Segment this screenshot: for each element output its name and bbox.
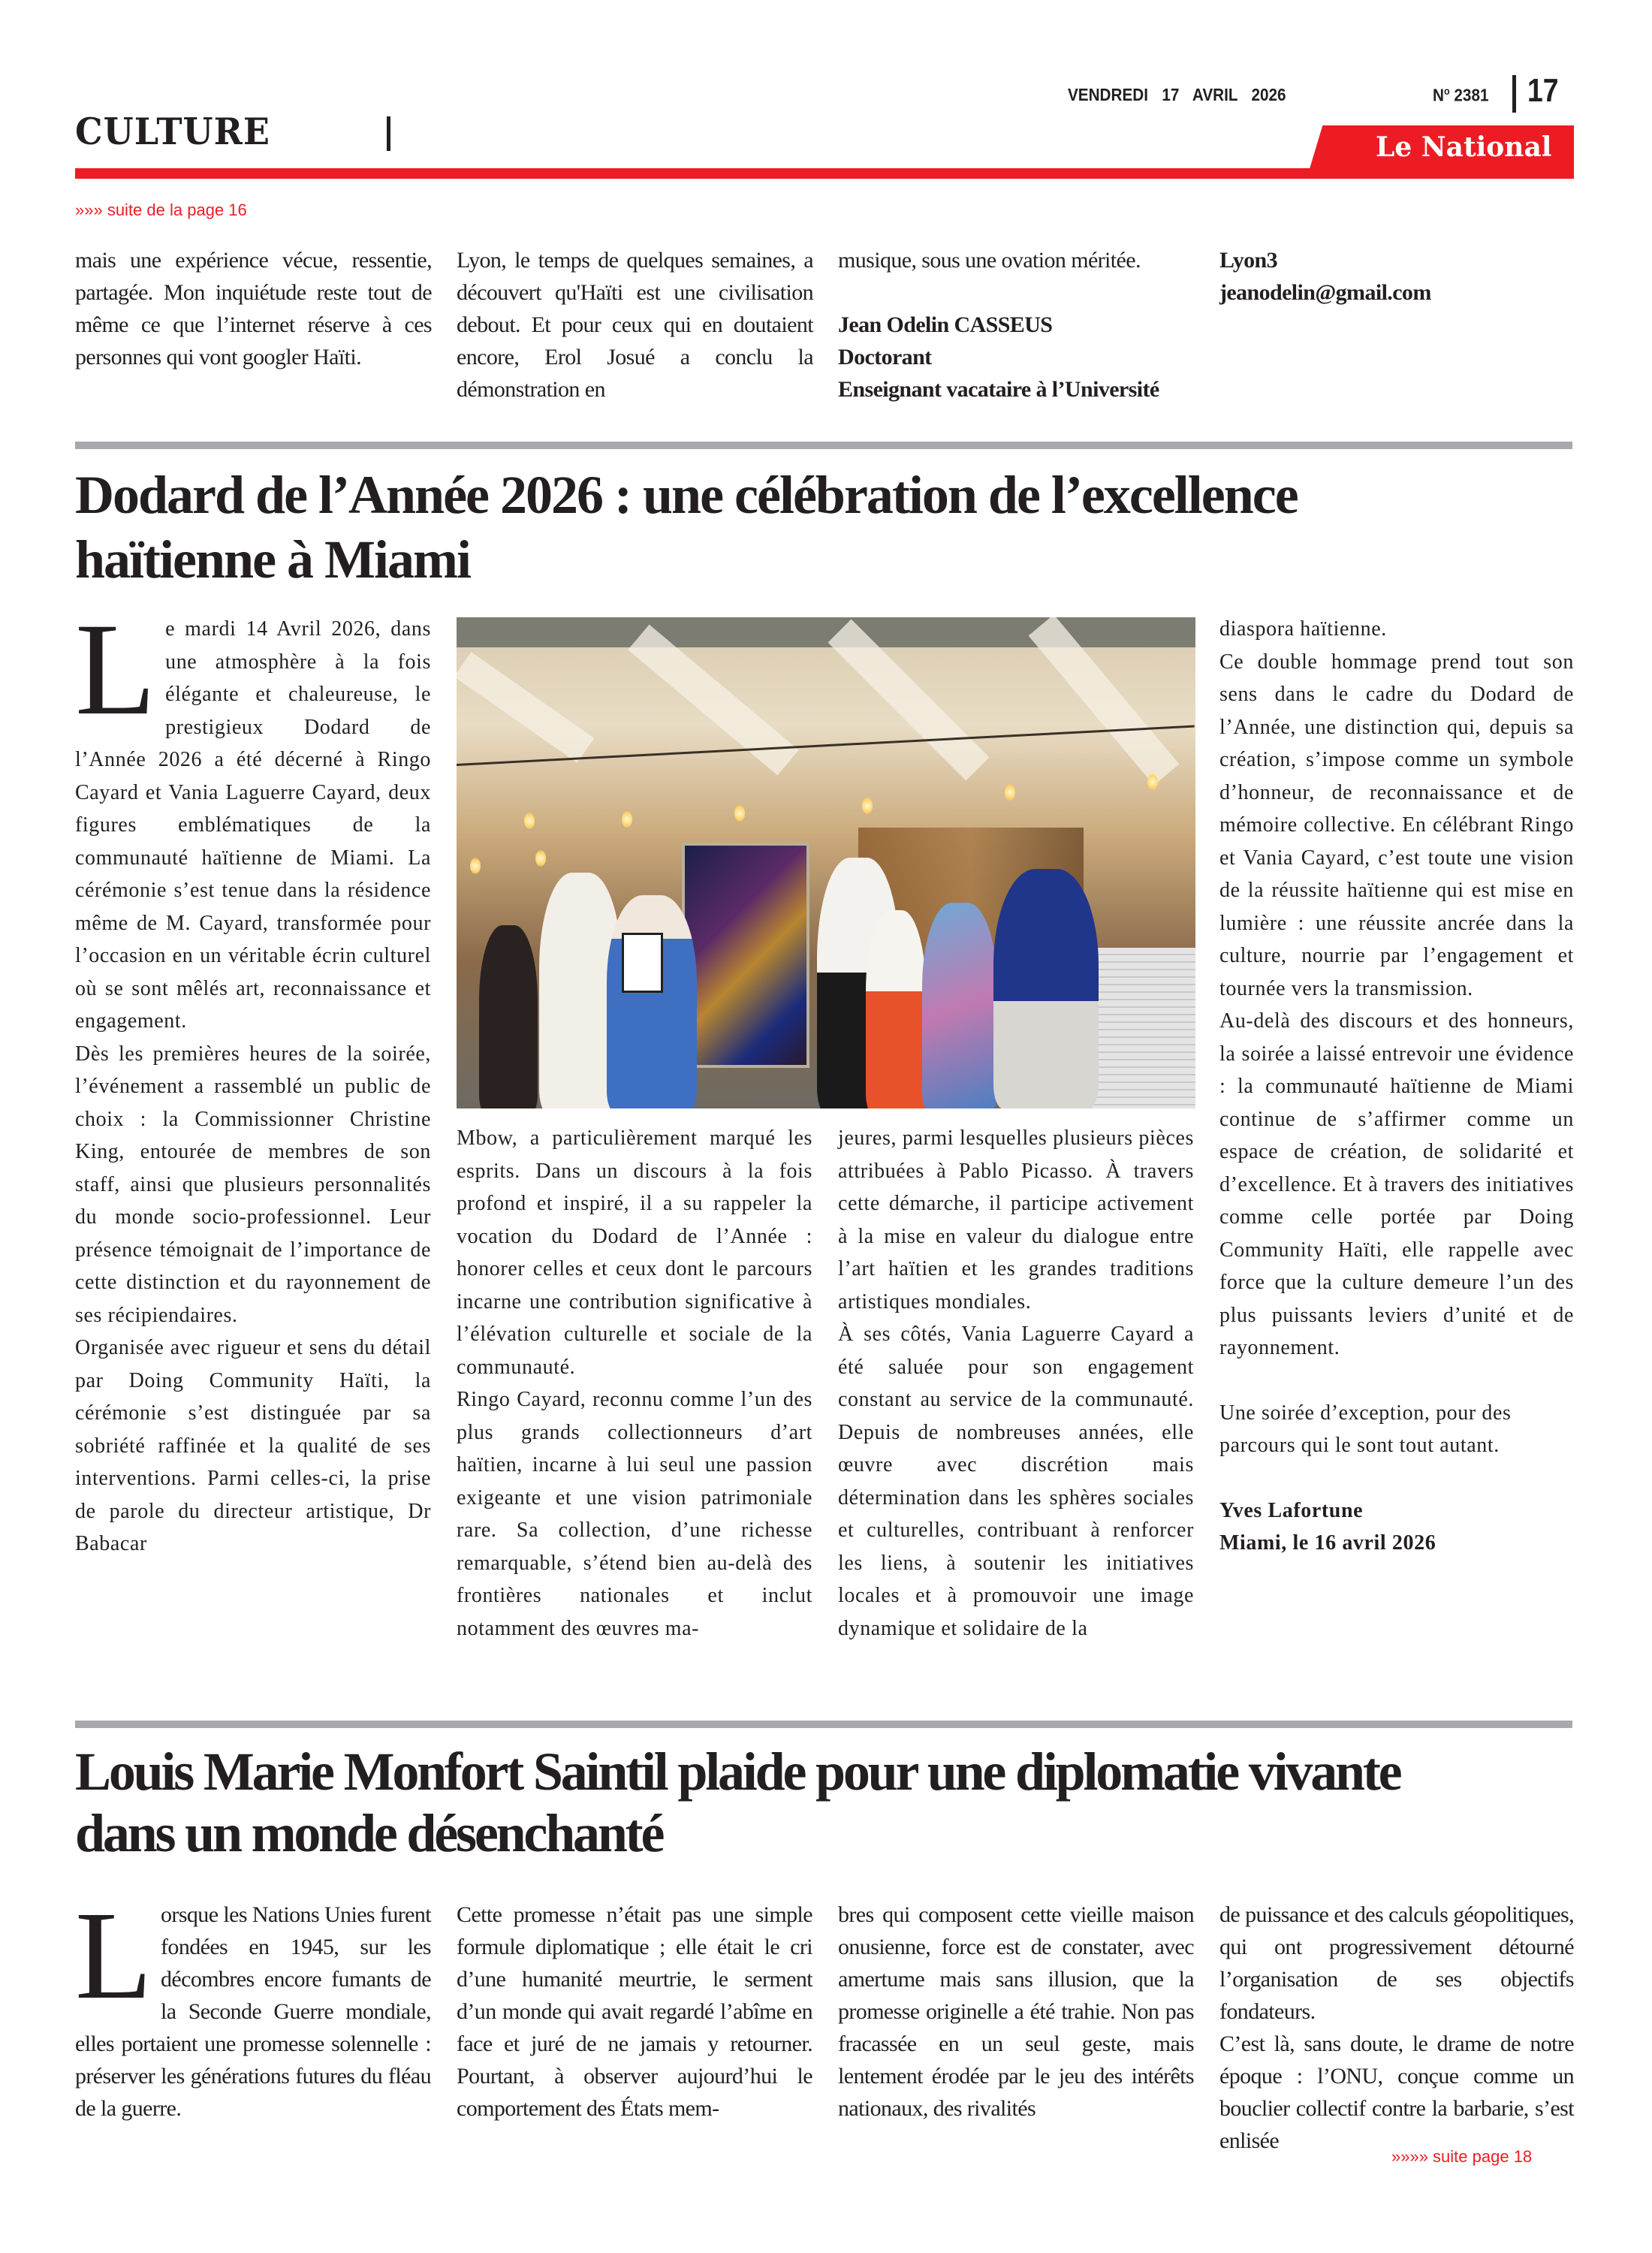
person [866, 910, 926, 1108]
article1-byline-name: Yves Lafortune [1219, 1498, 1364, 1522]
article1-col4 [1219, 613, 1574, 1560]
article1-intro: e mardi 14 Avril 2026, dans une atmosphère à la fois élégante et chaleureuse, le prestigieux Dodard de l’Année 2026 a été décerné à Ringo Cayard et Vania Laguerre Cayard, deux figures emblématiques de la communauté haïtienne de Miami. La cérémonie s’est tenue dans la résidence même de M. Cayard, transformée pour l’occasion en un véritable écrin culturel où se sont mêlés art, reconnaissance et engagement. [75, 617, 431, 1033]
article-divider-1 [75, 442, 1572, 449]
article1-photo [457, 617, 1195, 1108]
article1-paragraph: À ses côtés, Vania Laguerre Cayard a été saluée pour son engagement constant au service de la communauté. Depuis de nombreuses années, elle œuvre avec discrétion mais détermination dans les sphères sociales et culturelles, contribuant à renforcer les liens, à soutenir les initiatives locales et à promouvoir une image dynamique et solidaire de la [838, 1323, 1194, 1640]
article2-headline-line1: Louis Marie Monfort Saintil plaide pour une diplomatie vivante [75, 1742, 1400, 1802]
author-role: Enseignant vacataire à l’Université [838, 377, 1159, 402]
section-title: CULTURE [75, 110, 270, 153]
person [922, 903, 997, 1108]
issue-sup: o [1443, 85, 1450, 97]
article1-paragraph: Ce double hommage prend tout son sens dans le cadre du Dodard de l’Année, une distinction qui, depuis sa création, s’impose comme un symbole d’honneur, de reconnaissance et de mémoire collective. En célébrant Ringo et Vania Cayard, c’est toute une vision de la réussite haïtienne qui est mise en lumière : une réussite ancrée dans la culture, nourrie par l’engagement et tournée vers la transmission. [1219, 650, 1574, 1000]
continuation-to-link[interactable]: »»»» suite page 18 [1391, 2147, 1533, 2166]
prev-article-col4 [1219, 244, 1572, 309]
continuation-from-link[interactable]: »»» suite de la page 16 [75, 201, 247, 219]
article1-paragraph: Organisée avec rigueur et sens du détail par Doing Community Haïti, la cérémonie s’est distinguée par sa sobriété raffinée et la qualité de ses interventions. Parmi celles-ci, la prise de parole du directeur artistique, Dr Babacar [75, 1336, 431, 1555]
article1-paragraph: Dès les premières heures de la soirée, l’événement a rassemblé un public de choix : la Commissionner Christine King, entourée de membres de son staff, ainsi que plusieurs personnalités du monde socio-professionnel. Leur présence témoignait de l’importance de cette distinction et du rayonnement de ses récipiendaires. [75, 1042, 431, 1327]
article2-col1 [75, 1886, 431, 2125]
article2-intro: orsque les Nations Unies furent fondées en 1945, sur les décombres encore fumants de la Seconde Guerre mondiale, elles portaient une promesse solennelle : préserver les générations futures du fléau de la guerre. [75, 1902, 431, 2121]
page-number-divider [1512, 75, 1516, 113]
article1-col2 [457, 1122, 812, 1645]
article1-closing: Une soirée d’exception, pour des parcours qui le sont tout autant. [1219, 1401, 1512, 1457]
header-divider [387, 116, 390, 151]
article1-headline [75, 463, 1298, 592]
article1-dropcap: L [75, 596, 157, 743]
person [607, 895, 697, 1108]
issue-date: VENDREDI 17 AVRIL 2026 [1068, 85, 1286, 104]
article2-col3: bres qui composent cette vieille maison onusienne, force est de constater, avec amertume mais sans illusion, que la promesse originelle a été trahie. Non pas fracassée en un seul geste, mais lentement érodée par le jeu des intérêts nationaux, des rivalités [838, 1902, 1194, 2121]
issue-number-value: 2381 [1454, 85, 1489, 105]
issue-prefix: N [1433, 85, 1444, 105]
article2-paragraph: C’est là, sans doute, le drame de notre époque : l’ONU, conçue comme un bouclier collectif contre la barbarie, s’est enlisée [1219, 2031, 1574, 2153]
article1-col1 [75, 596, 431, 1561]
article1-paragraph: Au-delà des discours et des honneurs, la soirée a laissé entrevoir une évidence : la communauté haïtienne de Miami continue de s’affirmer comme un espace de création, de solidarité et d’excellence. Et à travers des initiatives comme celle portée par Doing Community Haïti, elle rappelle avec force que la culture demeure l’un des plus puissants leviers d’unité et de rayonnement. [1219, 1009, 1574, 1359]
prev-article-col3 [838, 244, 1198, 406]
author-title: Doctorant [838, 345, 932, 369]
author-name: Jean Odelin CASSEUS [838, 312, 1053, 337]
article2-col2: Cette promesse n’était pas une simple formule diplomatique ; elle était le cri d’une humanité meurtrie, le serment d’un monde qui avait regardé l’abîme en face et juré de ne jamais y retourner. Pourtant, à observer aujourd’hui le comportement des États mem- [457, 1902, 812, 2121]
page-number: 17 [1527, 72, 1559, 109]
article1-headline-line2: haïtienne à Miami [75, 529, 470, 590]
article2-headline-line2: dans un monde désenchanté [75, 1803, 663, 1863]
article2-paragraph: de puissance et des calculs géopolitiques, qui ont progressivement détourné l’organisation de ses objectifs fondateurs. [1219, 1902, 1574, 2024]
article1-paragraph: Ringo Cayard, reconnu comme l’un des plus grands collectionneurs d’art haïtien, incarne à lui seul une passion exigeante et une vision patrimoniale rare. Sa collection, d’une richesse remarquable, s’étend bien au-delà des frontières nationales et inclut notamment des œuvres ma- [457, 1388, 812, 1640]
author-institution: Lyon3 [1219, 248, 1278, 273]
louvered-door [1090, 948, 1195, 1108]
brand-name: Le National [1376, 131, 1552, 163]
prev-article-col2: Lyon, le temps de quelques semaines, a découvert qu'Haïti est une civilisation debout. Et pour ceux qui en doutaient encore, Erol Josué a conclu la démonstration en [457, 248, 813, 402]
article1-headline-line1: Dodard de l’Année 2026 : une célébration de l’excellence [75, 465, 1298, 525]
article1-paragraph: Mbow, a particulièrement marqué les esprits. Dans un discours à la fois profond et inspiré, il a su rappeler la vocation du Dodard de l’Année : honorer celles et ceux dont le parcours incarne une contribution significative à l’élévation culturelle et sociale de la communauté. [457, 1126, 812, 1379]
person [993, 869, 1099, 1108]
author-email[interactable]: jeanodelin@gmail.com [1219, 280, 1431, 305]
article2-dropcap: L [75, 1886, 152, 2025]
painting-on-easel [682, 843, 809, 1068]
article1-paragraph: diaspora haïtienne. [1219, 617, 1387, 641]
article2-col4 [1219, 1899, 1574, 2157]
article-divider-2 [75, 1721, 1572, 1728]
person [479, 925, 538, 1108]
certificate-frame [622, 933, 663, 993]
article1-paragraph: jeures, parmi lesquelles plusieurs pièces attribuées à Pablo Picasso. À travers cette démarche, il participe activement à la mise en valeur du dialogue entre l’art haïtien et les grandes traditions artistiques mondiales. [838, 1126, 1194, 1313]
article1-byline-date: Miami, le 16 avril 2026 [1219, 1531, 1436, 1555]
issue-number [1433, 85, 1488, 106]
prev-article-closing: musique, sous une ovation méritée. [838, 248, 1141, 273]
article2-headline [75, 1741, 1400, 1864]
article1-col3 [838, 1122, 1194, 1645]
prev-article-col1: mais une expérience vécue, ressentie, partagée. Mon inquiétude reste tout de même ce que l’internet réserve à ces personnes qui vont googler Haïti. [75, 248, 432, 369]
